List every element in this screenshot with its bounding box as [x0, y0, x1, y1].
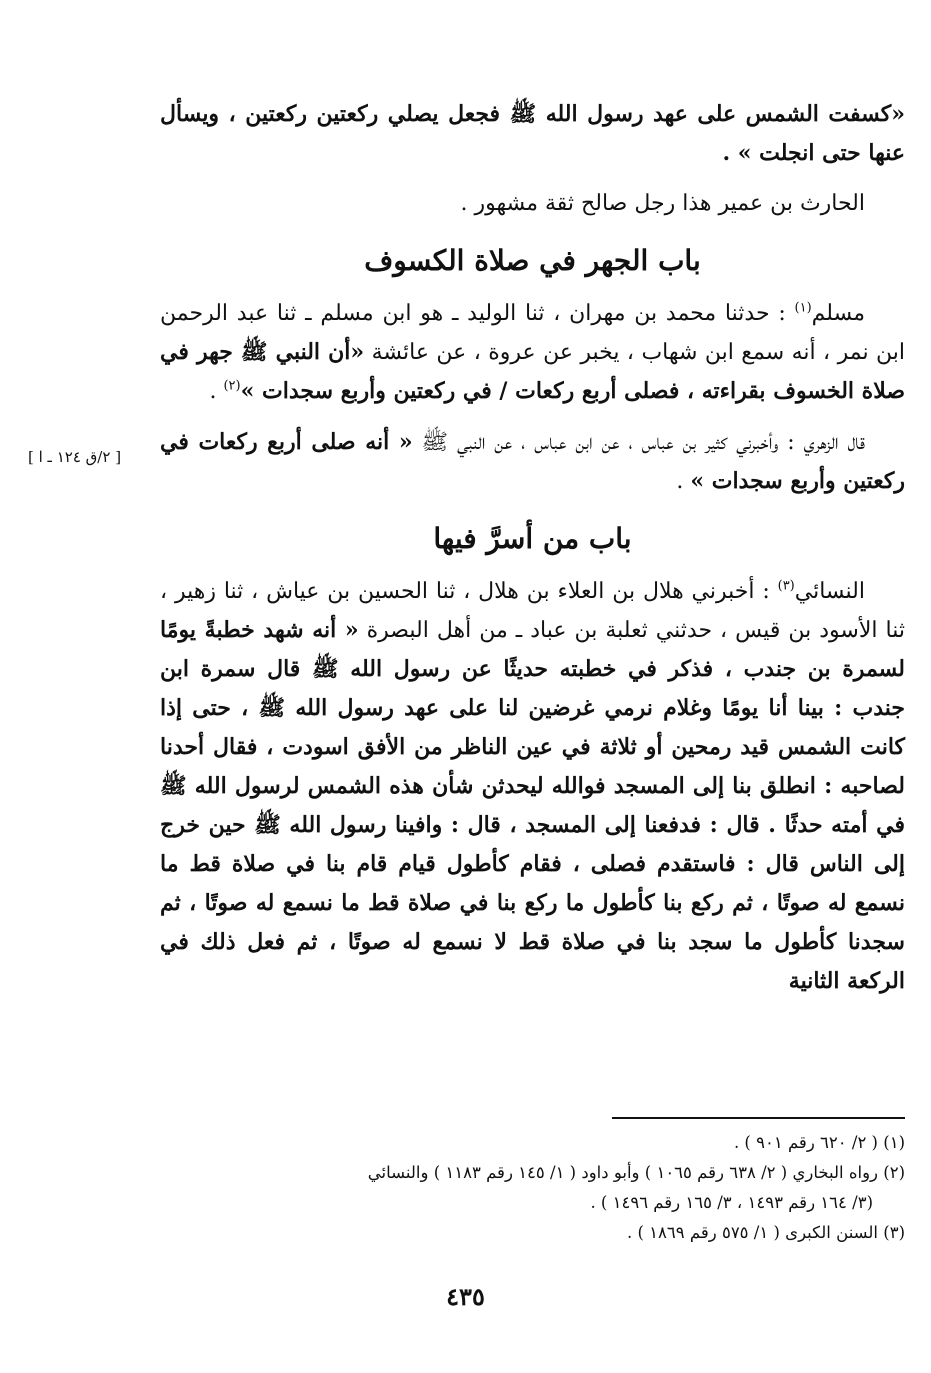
footnote-ref: (٣) [777, 578, 795, 594]
paragraph-1 [160, 95, 905, 173]
section-heading-2: باب من أسرَّ فيها [433, 522, 632, 555]
isnad-text: : حدثنا محمد بن مهران ، ثنا الوليد ـ هو ابن مسلم ـ ثنا عبد الرحمن ابن نمر ، أنه سمع ابن شهاب ، يخبر عن عروة ، عن عائشة [160, 301, 905, 365]
hadith-text: «أن النبي ﷺ جهر في صلاة الخسوف بقراءته ، فصلى أربع ركعات / في ركعتين وأربع سجدات » [160, 339, 905, 404]
manuscript-margin-note: [ ٢/ق ١٢٤ ـ ا ] [28, 448, 122, 466]
paragraph-2: الحارث بن عمير هذا رجل صالح ثقة مشهور . [460, 191, 865, 216]
footnote-2: (٢) رواه البخاري ( ٢/ ٦٣٨ رقم ١٠٦٥ ) وأبو داود ( ١/ ١٤٥ رقم ١١٨٣ ) والنسائي [367, 1163, 905, 1182]
footnote-2-continued: (٣/ ١٦٤ رقم ١٤٩٣ ، ٣/ ١٦٥ رقم ١٤٩٦ ) . [590, 1193, 873, 1212]
footnote-ref: (١) [794, 300, 812, 316]
source-name: النسائي [794, 579, 865, 604]
footnote-3: (٣) السنن الكبرى ( ١/ ٥٧٥ رقم ١٨٦٩ ) . [627, 1223, 905, 1242]
isnad-text: : أخبرني هلال بن العلاء بن هلال ، ثنا الحسين بن عياش ، ثنا زهير ، ثنا الأسود بن قيس ، حدثني ثعلبة بن عباد ـ من أهل البصرة [160, 579, 905, 643]
hadith-text: « أنه صلى أربع ركعات في ركعتين وأربع سجدات » [160, 429, 905, 494]
page-number: ٤٣٥ [446, 1282, 485, 1311]
section-heading-1: باب الجهر في صلاة الكسوف [364, 244, 701, 277]
hadith-text: « أنه شهد خطبةً يومًا لسمرة بن جندب ، فذكر في خطبته حديثًا عن رسول الله ﷺ قال سمرة ابن جندب : بينا أنا يومًا وغلام نرمي غرضين لنا على عهد رسول الله ﷺ ، حتى إذا كانت الشمس قيد رمحين أو ثلاثة في عين الناظر من الأفق اسودت ، فقال أحدنا لصاحبه : انطلق بنا إلى المسجد فوالله ليحدثن شأن هذه الشمس لرسول الله ﷺ في أمته حدثًا . قال : فدفعنا إلى المسجد ، قال : وافينا رسول الله ﷺ حين خرج إلى الناس قال : فاستقدم فصلى ، فقام كأطول قيام قام بنا في صلاة قط ما نسمع له صوتًا ، ثم ركع بنا كأطول ما ركع بنا في صلاة قط ما نسمع له صوتًا ، ثم سجدنا كأطول ما سجد بنا في صلاة قط لا نسمع له صوتًا ، ثم فعل ذلك في الركعة الثانية [160, 617, 905, 994]
hadith-text: «كسفت الشمس على عهد رسول الله ﷺ فجعل يصلي ركعتين ركعتين ، ويسأل عنها حتى انجلت » . [160, 101, 905, 166]
paragraph-4: قال الزهري : وأخبرني كثير بن عباس ، عن ابن عباس ، عن النبي ﷺ « أنه صلى أربع ركعات في ركعتين وأربع سجدات » . [160, 429, 905, 494]
footnote-ref: (٢) [223, 378, 241, 394]
page-body [160, 95, 905, 1001]
footnotes [160, 1128, 905, 1248]
footnote-1: (١) ( ٢/ ٦٢٠ رقم ٩٠١ ) . [733, 1133, 905, 1152]
source-name: مسلم [811, 301, 865, 326]
footnote-divider [612, 1117, 905, 1119]
paragraph-3: مسلم$^{(١)}$ : حدثنا محمد بن مهران ، ثنا الوليد ـ هو ابن مسلم ـ ثنا عبد الرحمن ابن نمر ، أنه سمع ابن شهاب ، يخبر عن عروة ، عن عائشة «أن النبي ﷺ جهر في صلاة الخسوف بقراءته ، فصلى أربع ركعات / في ركعتين وأربع سجدات »$^{(٢)}$ . [160, 300, 905, 404]
paragraph-5 [160, 573, 905, 1001]
isnad-text: قال الزهري : وأخبرني كثير بن عباس ، عن ابن عباس ، عن النبي ﷺ [412, 430, 865, 455]
